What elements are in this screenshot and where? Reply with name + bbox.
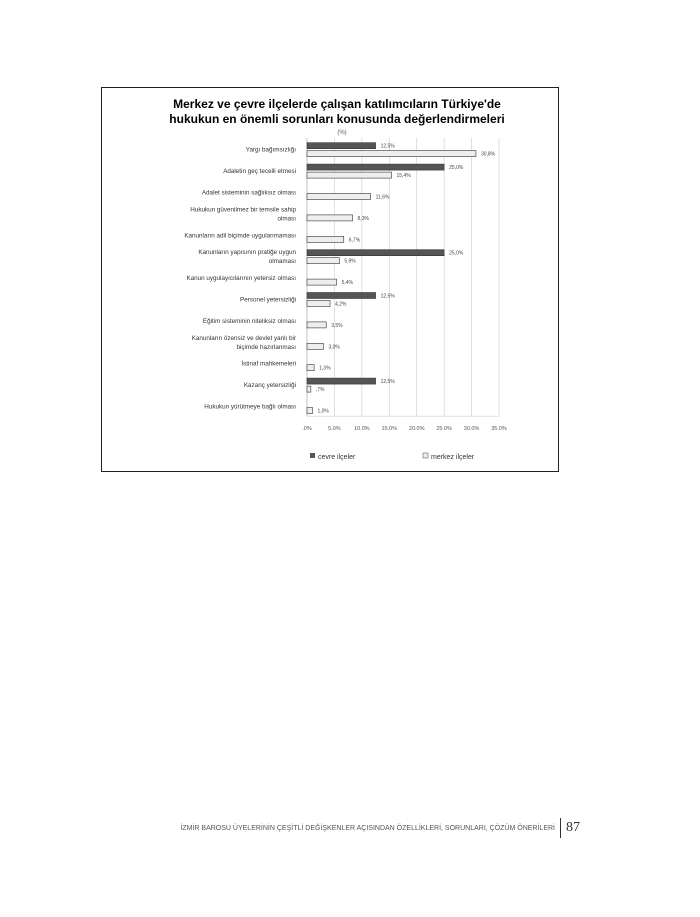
data-label: 6,7% [348,237,361,244]
data-label: 15,4% [396,173,411,180]
category-label: biçimde hazırlanması [236,343,296,351]
footer-text: İZMİR BAROSU ÜYELERİNİN ÇEŞİTLİ DEĞİŞKENLER AÇISINDAN ÖZELLİKLERİ, SORUNLARI, ÇÖZÜM ÖNERİLERİ [180,825,555,832]
category-label: Kazanç yetersizliği [243,382,296,390]
bar-merkez [307,258,339,264]
bar-merkez [307,408,312,414]
category-label: Kanunların özensiz ve devlet yanlı bir [191,334,296,342]
category-label: olmaması [268,258,296,266]
data-label: 1,0% [317,408,329,415]
bar-cevre [307,293,376,299]
legend-label-merkez: merkez ilçeler [431,454,475,461]
bar-merkez [307,236,344,242]
data-label: 12,5% [380,293,395,300]
category-label: Kanun uygulayıcılarının yetersiz olması [186,275,296,283]
category-label: Hukukun yürütmeye bağlı olması [204,403,296,411]
bar-merkez [307,172,391,178]
x-tick-label: 20.0% [408,426,425,433]
x-tick-label: 25.0% [436,426,452,433]
bar-merkez [307,365,314,371]
legend [310,453,475,461]
bar-merkez [307,215,353,221]
bar-cevre [307,143,376,149]
category-label: Adalet sisteminin sağlıksız olması [201,189,296,197]
bar-merkez [307,301,330,307]
x-tick-label: 15.0% [381,426,398,433]
x-tick-label: 35.0% [491,426,507,433]
category-label: Eğitim sisteminin niteliksiz olması [202,317,296,325]
legend-swatch-cevre [310,453,315,458]
data-label: ,7% [315,387,325,394]
data-label: 3,5% [331,322,343,329]
data-label: 30,8% [480,151,496,158]
bar-cevre [307,164,444,170]
x-tick-label: 10.0% [354,426,370,433]
data-label: 12,5% [380,143,395,150]
data-label: 3,0% [328,344,340,351]
data-label: 8,3% [357,215,369,222]
bar-merkez [307,151,476,157]
legend-label-cevre: cevre ilçeler [318,454,356,461]
bar-merkez [307,343,323,349]
data-label: 5,4% [341,280,354,287]
category-label: İstinaf mahkemeleri [241,360,296,368]
bar-merkez [307,322,326,328]
category-label: Adaletin geç tecelli etmesi [223,168,296,176]
bar-chart [102,88,558,471]
bar-merkez [307,194,371,200]
chart-title-line2: hukukun en önemli sorunları konusunda değerlendirmeleri [169,112,505,126]
category-label: olması [277,215,296,223]
data-label: 5,9% [344,258,356,265]
category-label: Kanunların yapısının pratiğe uygun [198,249,296,257]
x-tick-label: 30.0% [463,426,480,433]
bar-merkez [307,279,337,285]
data-label: 4,2% [335,301,347,308]
category-label: Kanunların adil biçimde uygulanmaması [184,232,296,240]
chart-title-line1: Merkez ve çevre ilçelerde çalışan katılımcıların Türkiye'de [173,97,501,111]
data-label: 1,3% [319,365,331,372]
legend-swatch-merkez [423,453,428,458]
data-label: 11,6% [375,194,390,201]
category-label: Hukukun güvenilmez bir temsile sahip [190,206,296,214]
page-number: 87 [566,820,580,835]
bar-cevre [307,250,444,256]
category-label: Yargı bağımsızlığı [245,146,296,154]
bar-merkez [307,386,311,392]
data-label: 12,5% [380,379,395,386]
category-label: Personel yetersizliği [240,296,296,304]
x-tick-label: .0% [302,426,312,433]
x-tick-label: 5.0% [328,426,341,433]
footer-divider [560,818,561,838]
data-label: 25,0% [449,250,464,257]
chart-container [101,87,559,472]
data-label: 25,0% [449,165,464,172]
bar-cevre [307,378,376,384]
chart-subtitle: (%) [337,130,347,136]
